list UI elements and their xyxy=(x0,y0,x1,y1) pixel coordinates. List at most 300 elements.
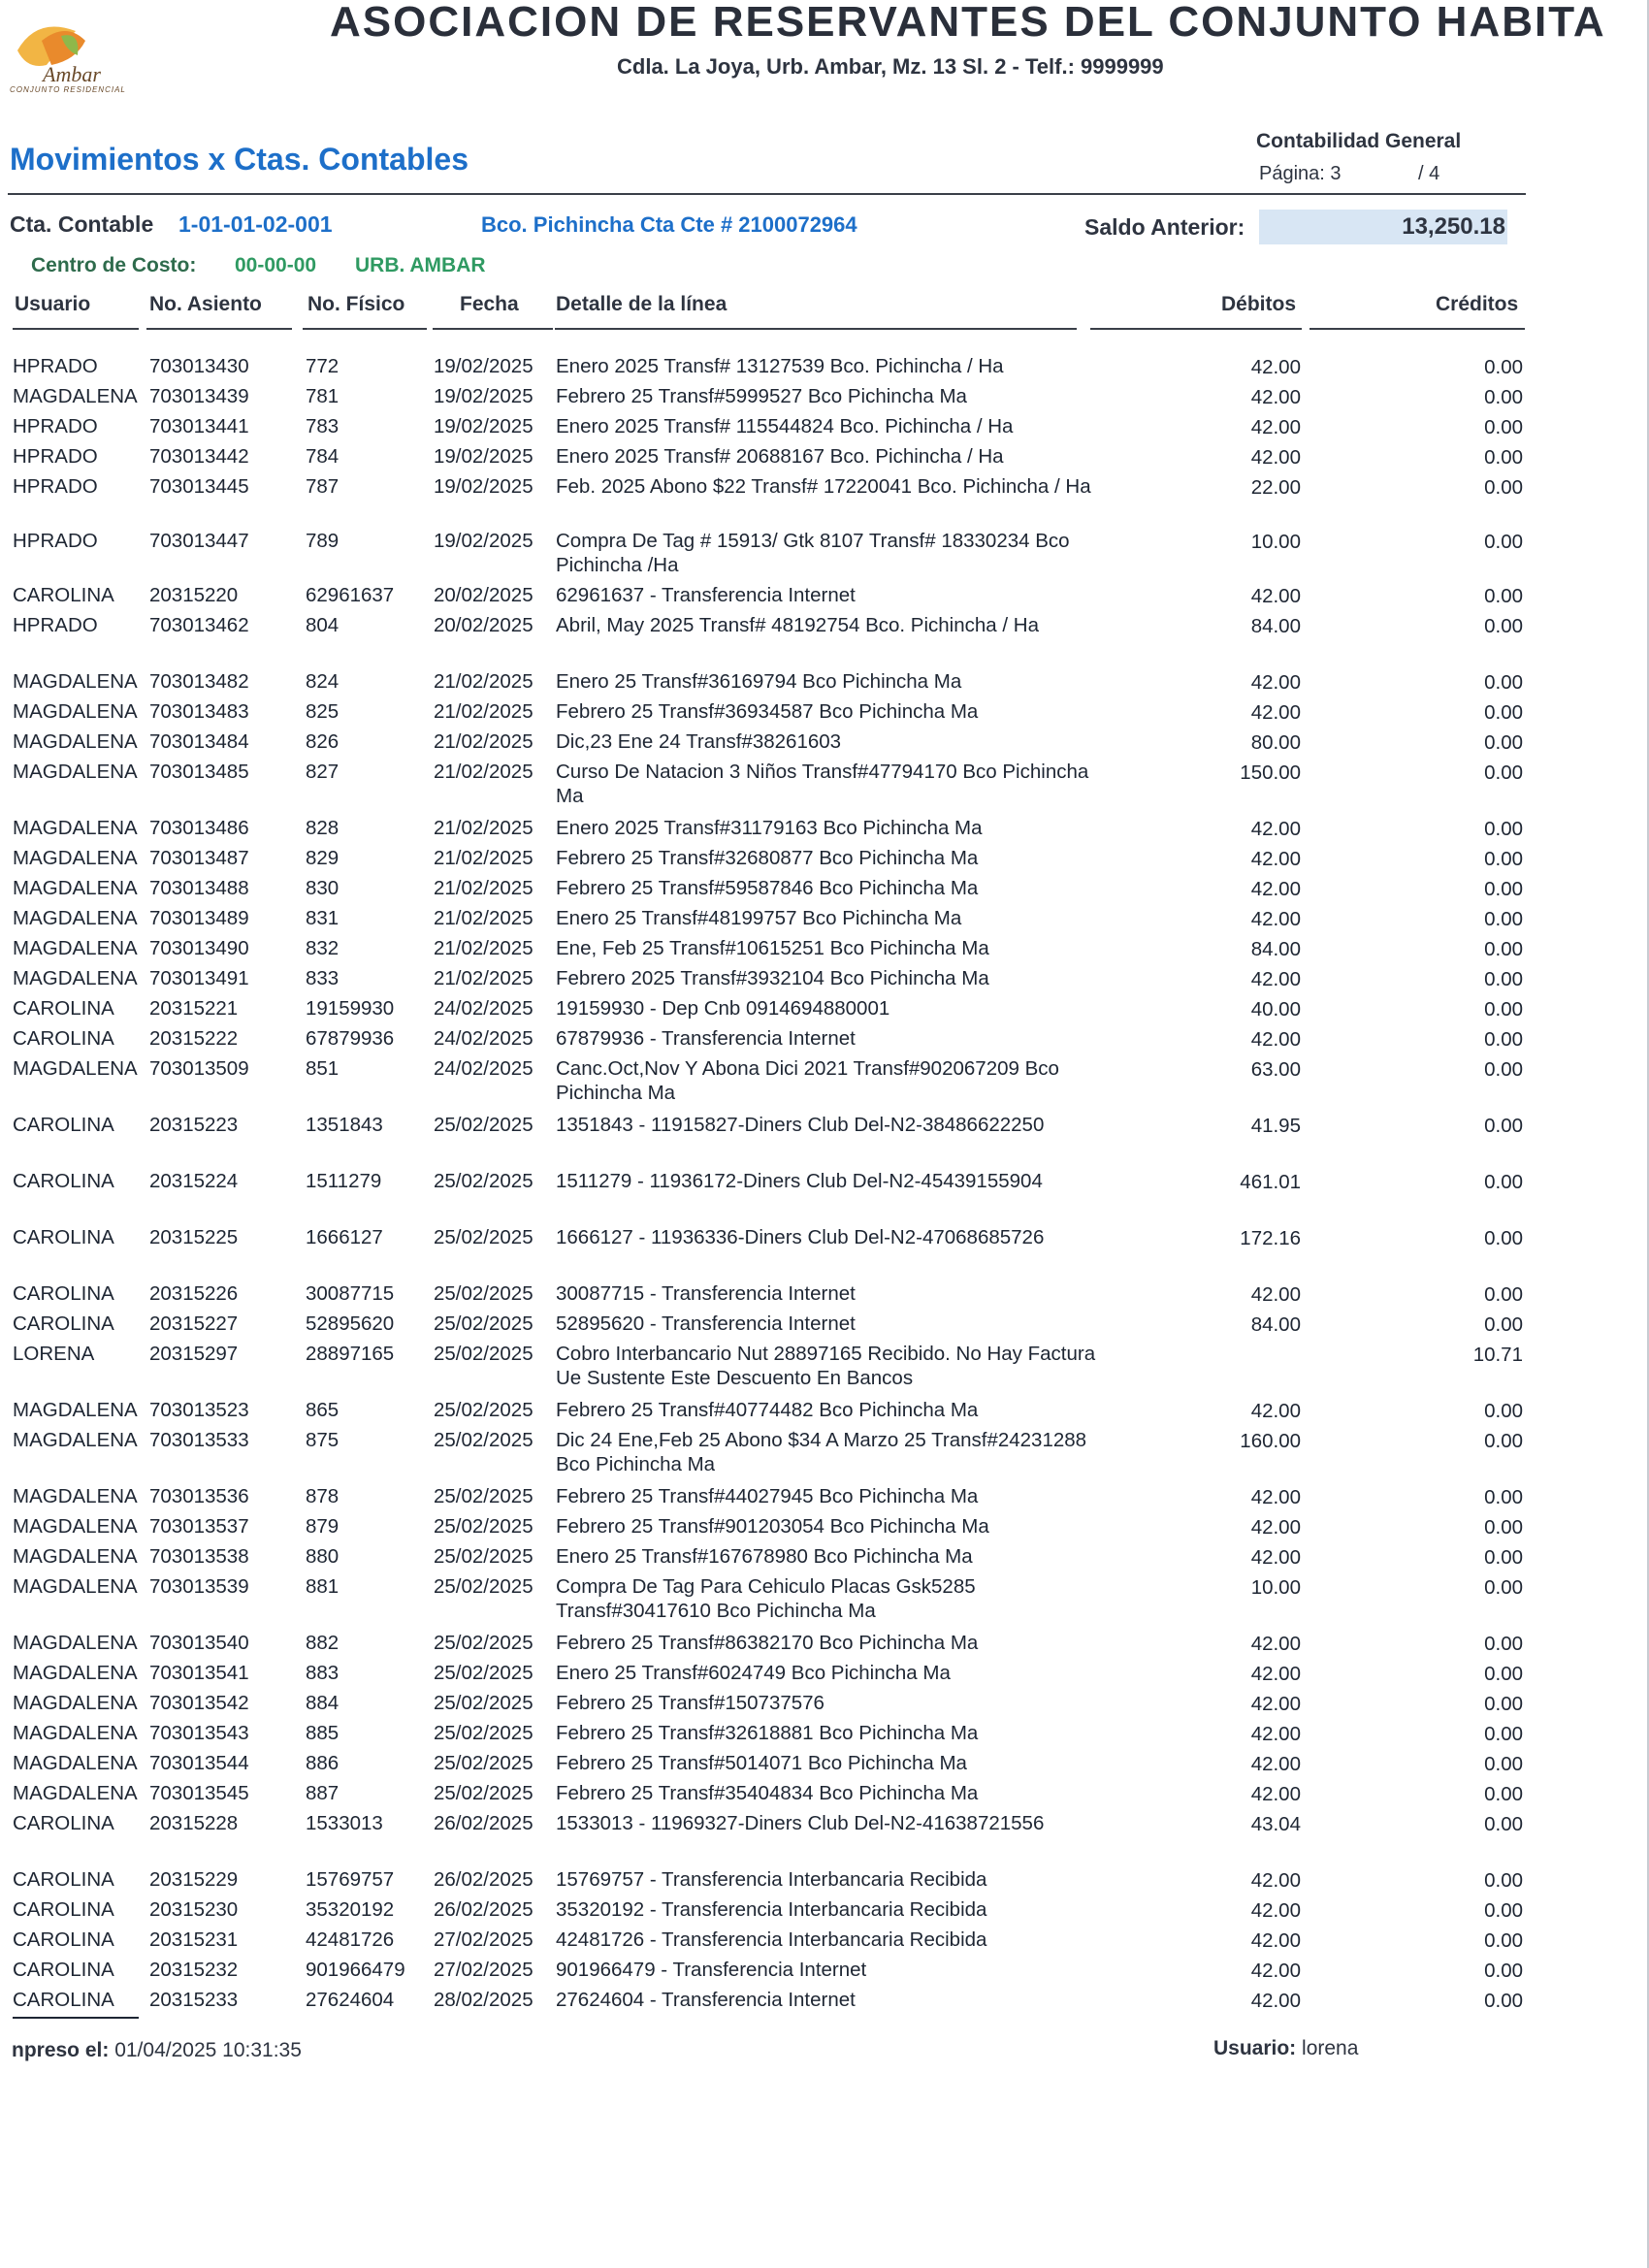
cell-fisico: 42481726 xyxy=(306,1928,395,1951)
cell-credito: 0.00 xyxy=(1484,761,1523,784)
cell-detalle: 1351843 - 11915827-Diners Club Del-N2-38486622250 xyxy=(556,1114,1045,1136)
cell-fisico: 830 xyxy=(306,877,340,899)
cell-usuario: CAROLINA xyxy=(13,1898,114,1921)
cell-usuario: HPRADO xyxy=(13,445,98,468)
cell-debito: 42.00 xyxy=(1250,1546,1301,1569)
cell-usuario: MAGDALENA xyxy=(13,1752,138,1774)
cell-fisico: 882 xyxy=(306,1632,340,1654)
cell-fecha: 27/02/2025 xyxy=(434,1959,534,1981)
cell-asiento: 703013447 xyxy=(149,530,249,552)
cell-detalle: 30087715 - Transferencia Internet xyxy=(556,1282,856,1305)
col-header-creditos: Créditos xyxy=(1436,293,1519,315)
cell-debito: 84.00 xyxy=(1250,938,1301,960)
cell-credito: 0.00 xyxy=(1484,615,1523,637)
cell-asiento: 703013543 xyxy=(149,1722,249,1744)
cell-fecha: 21/02/2025 xyxy=(434,847,534,869)
col-header-asiento: No. Asiento xyxy=(149,293,262,315)
cell-credito: 0.00 xyxy=(1484,878,1523,900)
cell-usuario: MAGDALENA xyxy=(13,1545,138,1568)
cell-asiento: 703013442 xyxy=(149,445,249,468)
cell-asiento: 703013462 xyxy=(149,614,249,636)
cell-fisico: 62961637 xyxy=(306,584,395,606)
cell-debito: 42.00 xyxy=(1250,1753,1301,1775)
cell-debito: 42.00 xyxy=(1250,1783,1301,1805)
cell-debito: 42.00 xyxy=(1250,701,1301,724)
cell-fisico: 878 xyxy=(306,1485,340,1507)
cell-usuario: MAGDALENA xyxy=(13,1632,138,1654)
cell-credito: 0.00 xyxy=(1484,1723,1523,1745)
cell-debito: 42.00 xyxy=(1250,878,1301,900)
cell-fisico: 832 xyxy=(306,937,340,959)
cell-debito: 22.00 xyxy=(1250,476,1301,499)
cell-usuario: MAGDALENA xyxy=(13,847,138,869)
cell-fecha: 25/02/2025 xyxy=(434,1170,534,1192)
cell-usuario: MAGDALENA xyxy=(13,1575,138,1598)
cell-fisico: 804 xyxy=(306,614,340,636)
cell-detalle: Febrero 25 Transf#40774482 Bco Pichincha Ma xyxy=(556,1399,979,1421)
cell-fecha: 25/02/2025 xyxy=(434,1632,534,1654)
cell-asiento: 20315224 xyxy=(149,1170,239,1192)
cell-fisico: 35320192 xyxy=(306,1898,395,1921)
cell-asiento: 703013539 xyxy=(149,1575,249,1598)
cell-fecha: 21/02/2025 xyxy=(434,670,534,693)
cell-usuario: MAGDALENA xyxy=(13,1662,138,1684)
cell-fecha: 21/02/2025 xyxy=(434,700,534,723)
account-label: Cta. Contable xyxy=(10,211,154,237)
cell-debito: 84.00 xyxy=(1250,615,1301,637)
cell-detalle: Febrero 25 Transf#59587846 Bco Pichincha Ma xyxy=(556,877,979,899)
organization-name: ASOCIACION DE RESERVANTES DEL CONJUNTO HABITA xyxy=(330,0,1606,46)
cell-debito: 172.16 xyxy=(1240,1227,1301,1249)
cell-debito: 42.00 xyxy=(1250,1990,1301,2012)
cell-detalle: 62961637 - Transferencia Internet xyxy=(556,584,856,606)
printed-on-label: npreso el: xyxy=(12,2039,110,2061)
cell-detalle: 42481726 - Transferencia Interbancaria Recibida xyxy=(556,1928,987,1951)
cell-fisico: 789 xyxy=(306,530,340,552)
cell-credito: 0.00 xyxy=(1484,1227,1523,1249)
cell-detalle: Febrero 25 Transf#86382170 Bco Pichincha Ma xyxy=(556,1632,979,1654)
cell-debito: 42.00 xyxy=(1250,1960,1301,1982)
cell-credito: 0.00 xyxy=(1484,848,1523,870)
cell-fisico: 885 xyxy=(306,1722,340,1744)
cell-credito: 0.00 xyxy=(1484,1171,1523,1193)
cell-credito: 0.00 xyxy=(1484,1028,1523,1051)
cell-detalle: Enero 2025 Transf# 20688167 Bco. Pichincha / Ha xyxy=(556,445,1004,468)
cell-asiento: 703013483 xyxy=(149,700,249,723)
cell-fecha: 25/02/2025 xyxy=(434,1114,534,1136)
cell-detalle: Enero 25 Transf#6024749 Bco Pichincha Ma xyxy=(556,1662,951,1684)
cell-fisico: 826 xyxy=(306,730,340,753)
cell-credito: 0.00 xyxy=(1484,1115,1523,1137)
col-header-fecha: Fecha xyxy=(460,293,519,315)
cell-credito: 0.00 xyxy=(1484,968,1523,990)
cell-fecha: 25/02/2025 xyxy=(434,1752,534,1774)
cell-credito: 0.00 xyxy=(1484,1058,1523,1081)
cell-credito: 0.00 xyxy=(1484,1929,1523,1952)
cell-usuario: CAROLINA xyxy=(13,1170,114,1192)
cell-fisico: 833 xyxy=(306,967,340,989)
cell-detalle: Febrero 25 Transf#36934587 Bco Pichincha Ma xyxy=(556,700,979,723)
cell-detalle: Dic,23 Ene 24 Transf#38261603 xyxy=(556,730,842,753)
cell-asiento: 20315232 xyxy=(149,1959,239,1981)
cell-asiento: 703013523 xyxy=(149,1399,249,1421)
cell-asiento: 703013537 xyxy=(149,1515,249,1538)
cell-debito: 42.00 xyxy=(1250,1723,1301,1745)
cell-detalle: Febrero 25 Transf#32618881 Bco Pichincha Ma xyxy=(556,1722,979,1744)
cell-usuario: MAGDALENA xyxy=(13,761,138,783)
logo-subtitle: CONJUNTO RESIDENCIAL xyxy=(10,85,126,94)
cell-fisico: 887 xyxy=(306,1782,340,1804)
cell-debito: 42.00 xyxy=(1250,356,1301,378)
cell-debito: 160.00 xyxy=(1240,1430,1301,1452)
cell-fecha: 27/02/2025 xyxy=(434,1928,534,1951)
cell-fecha: 24/02/2025 xyxy=(434,1057,534,1080)
cell-debito: 42.00 xyxy=(1250,908,1301,930)
cell-asiento: 703013485 xyxy=(149,761,249,783)
report-title: Movimientos x Ctas. Contables xyxy=(10,142,469,177)
cell-asiento: 703013491 xyxy=(149,967,249,989)
cell-debito: 42.00 xyxy=(1250,1869,1301,1892)
cell-debito: 42.00 xyxy=(1250,1283,1301,1306)
cell-fisico: 27624604 xyxy=(306,1989,395,2011)
cell-detalle: Febrero 25 Transf#32680877 Bco Pichincha Ma xyxy=(556,847,979,869)
cell-credito: 0.00 xyxy=(1484,908,1523,930)
cell-usuario: HPRADO xyxy=(13,530,98,552)
cell-detalle: 67879936 - Transferencia Internet xyxy=(556,1027,856,1050)
cell-credito: 0.00 xyxy=(1484,1283,1523,1306)
cell-credito: 0.00 xyxy=(1484,938,1523,960)
cell-credito: 0.00 xyxy=(1484,1663,1523,1685)
cell-debito: 84.00 xyxy=(1250,1313,1301,1336)
cell-detalle: Enero 2025 Transf# 13127539 Bco. Pichincha / Ha xyxy=(556,355,1004,377)
cell-usuario: MAGDALENA xyxy=(13,700,138,723)
cell-fisico: 883 xyxy=(306,1662,340,1684)
cell-detalle: Febrero 25 Transf#35404834 Bco Pichincha Ma xyxy=(556,1782,979,1804)
cell-credito: 0.00 xyxy=(1484,1783,1523,1805)
cell-usuario: MAGDALENA xyxy=(13,670,138,693)
cost-center-code: 00-00-00 xyxy=(235,254,317,276)
cell-asiento: 20315222 xyxy=(149,1027,239,1050)
cell-credito: 0.00 xyxy=(1484,585,1523,607)
cell-credito: 0.00 xyxy=(1484,1486,1523,1508)
cell-detalle: Feb. 2025 Abono $22 Transf# 17220041 Bco. Pichincha / Ha xyxy=(556,475,1091,498)
cell-fisico: 884 xyxy=(306,1692,340,1714)
cell-credito: 0.00 xyxy=(1484,1899,1523,1922)
cell-fecha: 24/02/2025 xyxy=(434,1027,534,1050)
cell-usuario: HPRADO xyxy=(13,415,98,437)
cell-detalle: Compra De Tag # 15913/ Gtk 8107 Transf# 18330234 Bco Pichincha /Ha xyxy=(556,530,1070,576)
cell-detalle: Compra De Tag Para Cehiculo Placas Gsk5285 Transf#30417610 Bco Pichincha Ma xyxy=(556,1575,976,1622)
cell-fisico: 851 xyxy=(306,1057,340,1080)
cell-fisico: 831 xyxy=(306,907,340,929)
cell-credito: 0.00 xyxy=(1484,356,1523,378)
cell-usuario: MAGDALENA xyxy=(13,385,138,407)
cell-asiento: 703013541 xyxy=(149,1662,249,1684)
cell-credito: 0.00 xyxy=(1484,1869,1523,1892)
cell-debito: 40.00 xyxy=(1250,998,1301,1021)
cell-usuario: MAGDALENA xyxy=(13,1782,138,1804)
cell-credito: 0.00 xyxy=(1484,1546,1523,1569)
cell-debito: 10.00 xyxy=(1250,1576,1301,1599)
cell-asiento: 20315223 xyxy=(149,1114,239,1136)
cell-debito: 42.00 xyxy=(1250,1633,1301,1655)
cell-fecha: 25/02/2025 xyxy=(434,1399,534,1421)
cell-fecha: 25/02/2025 xyxy=(434,1662,534,1684)
cell-fecha: 25/02/2025 xyxy=(434,1692,534,1714)
cell-fisico: 15769757 xyxy=(306,1868,395,1891)
cell-fecha: 25/02/2025 xyxy=(434,1226,534,1248)
printed-on-value: 01/04/2025 10:31:35 xyxy=(114,2039,302,2061)
cell-asiento: 703013542 xyxy=(149,1692,249,1714)
cell-debito: 10.00 xyxy=(1250,531,1301,553)
cell-asiento: 20315221 xyxy=(149,997,239,1020)
cell-fecha: 25/02/2025 xyxy=(434,1282,534,1305)
col-header-usuario: Usuario xyxy=(15,293,91,315)
cost-center-name: URB. AMBAR xyxy=(355,254,486,276)
cell-detalle: 15769757 - Transferencia Interbancaria Recibida xyxy=(556,1868,987,1891)
cell-fisico: 1351843 xyxy=(306,1114,383,1136)
cell-asiento: 703013538 xyxy=(149,1545,249,1568)
cell-fisico: 881 xyxy=(306,1575,340,1598)
cell-fecha: 19/02/2025 xyxy=(434,530,534,552)
cell-asiento: 20315227 xyxy=(149,1312,239,1335)
cell-asiento: 20315230 xyxy=(149,1898,239,1921)
cell-fecha: 19/02/2025 xyxy=(434,475,534,498)
cell-credito: 0.00 xyxy=(1484,731,1523,754)
cell-debito: 42.00 xyxy=(1250,446,1301,469)
cell-fecha: 25/02/2025 xyxy=(434,1312,534,1335)
cell-debito: 42.00 xyxy=(1250,386,1301,408)
cell-asiento: 703013441 xyxy=(149,415,249,437)
cell-asiento: 703013490 xyxy=(149,937,249,959)
cell-fisico: 52895620 xyxy=(306,1312,395,1335)
cell-usuario: CAROLINA xyxy=(13,1114,114,1136)
balance-value: 13,250.18 xyxy=(1402,213,1505,240)
cell-fecha: 19/02/2025 xyxy=(434,445,534,468)
cell-debito: 42.00 xyxy=(1250,1516,1301,1539)
cell-credito: 0.00 xyxy=(1484,818,1523,840)
organization-address: Cdla. La Joya, Urb. Ambar, Mz. 13 Sl. 2 - Telf.: 9999999 xyxy=(617,54,1164,79)
cell-fecha: 28/02/2025 xyxy=(434,1989,534,2011)
cell-usuario: MAGDALENA xyxy=(13,1057,138,1080)
cell-detalle: 19159930 - Dep Cnb 0914694880001 xyxy=(556,997,890,1020)
cell-credito: 0.00 xyxy=(1484,1753,1523,1775)
cell-detalle: Enero 25 Transf#36169794 Bco Pichincha Ma xyxy=(556,670,962,693)
cell-debito: 42.00 xyxy=(1250,848,1301,870)
cell-fisico: 1511279 xyxy=(306,1170,382,1192)
cell-debito: 41.95 xyxy=(1250,1115,1301,1137)
cell-credito: 0.00 xyxy=(1484,1313,1523,1336)
cell-debito: 42.00 xyxy=(1250,671,1301,694)
cell-fecha: 26/02/2025 xyxy=(434,1868,534,1891)
col-header-debitos: Débitos xyxy=(1221,293,1297,315)
cell-fisico: 886 xyxy=(306,1752,340,1774)
cell-detalle: Abril, May 2025 Transf# 48192754 Bco. Pichincha / Ha xyxy=(556,614,1039,636)
cell-fisico: 875 xyxy=(306,1429,340,1451)
cell-usuario: MAGDALENA xyxy=(13,1429,138,1451)
page-number: Página: 3 xyxy=(1259,163,1342,184)
cell-fecha: 25/02/2025 xyxy=(434,1782,534,1804)
cell-fisico: 781 xyxy=(306,385,340,407)
cell-fisico: 1533013 xyxy=(306,1812,383,1834)
cell-usuario: MAGDALENA xyxy=(13,730,138,753)
cell-credito: 0.00 xyxy=(1484,476,1523,499)
cell-fisico: 824 xyxy=(306,670,340,693)
cell-detalle: Febrero 25 Transf#150737576 xyxy=(556,1692,824,1714)
printed-by-value: lorena xyxy=(1302,2037,1359,2059)
cell-fisico: 784 xyxy=(306,445,340,468)
cell-credito: 0.00 xyxy=(1484,671,1523,694)
cell-debito: 63.00 xyxy=(1250,1058,1301,1081)
cell-asiento: 703013545 xyxy=(149,1782,249,1804)
cell-fisico: 829 xyxy=(306,847,340,869)
logo-text: Ambar xyxy=(43,62,101,86)
cell-asiento: 703013540 xyxy=(149,1632,249,1654)
cell-detalle: Enero 2025 Transf# 115544824 Bco. Pichincha / Ha xyxy=(556,415,1014,437)
cell-fecha: 21/02/2025 xyxy=(434,730,534,753)
cell-usuario: CAROLINA xyxy=(13,1989,114,2011)
cell-asiento: 703013544 xyxy=(149,1752,249,1774)
cell-usuario: CAROLINA xyxy=(13,1928,114,1951)
cell-detalle: Curso De Natacion 3 Niños Transf#47794170 Bco Pichincha Ma xyxy=(556,761,1089,807)
cell-debito: 43.04 xyxy=(1250,1813,1301,1835)
cell-fisico: 880 xyxy=(306,1545,340,1568)
cell-detalle: Febrero 25 Transf#901203054 Bco Pichincha Ma xyxy=(556,1515,989,1538)
cell-fisico: 865 xyxy=(306,1399,340,1421)
cell-fecha: 21/02/2025 xyxy=(434,761,534,783)
cell-credito: 0.00 xyxy=(1484,1576,1523,1599)
cell-asiento: 703013484 xyxy=(149,730,249,753)
cell-credito: 0.00 xyxy=(1484,386,1523,408)
cell-credito: 0.00 xyxy=(1484,1633,1523,1655)
cell-fisico: 828 xyxy=(306,817,340,839)
cell-usuario: HPRADO xyxy=(13,355,98,377)
cell-asiento: 703013445 xyxy=(149,475,249,498)
cell-fecha: 26/02/2025 xyxy=(434,1812,534,1834)
cell-asiento: 703013430 xyxy=(149,355,249,377)
cell-fecha: 25/02/2025 xyxy=(434,1722,534,1744)
cell-fecha: 21/02/2025 xyxy=(434,937,534,959)
printed-by xyxy=(1213,2037,1358,2060)
cell-credito: 0.00 xyxy=(1484,416,1523,438)
cell-asiento: 703013533 xyxy=(149,1429,249,1451)
cell-usuario: HPRADO xyxy=(13,614,98,636)
cell-fecha: 21/02/2025 xyxy=(434,967,534,989)
cell-usuario: MAGDALENA xyxy=(13,1399,138,1421)
cell-debito: 42.00 xyxy=(1250,968,1301,990)
cell-detalle: Febrero 25 Transf#5014071 Bco Pichincha Ma xyxy=(556,1752,967,1774)
cell-usuario: CAROLINA xyxy=(13,584,114,606)
cell-debito: 42.00 xyxy=(1250,1028,1301,1051)
cell-debito: 42.00 xyxy=(1250,1929,1301,1952)
cell-debito: 150.00 xyxy=(1240,761,1301,784)
cell-debito: 42.00 xyxy=(1250,585,1301,607)
cell-credito: 0.00 xyxy=(1484,1990,1523,2012)
cell-detalle: Canc.Oct,Nov Y Abona Dici 2021 Transf#902067209 Bco Pichincha Ma xyxy=(556,1057,1059,1104)
cell-detalle: 1666127 - 11936336-Diners Club Del-N2-47068685726 xyxy=(556,1226,1045,1248)
cell-fecha: 25/02/2025 xyxy=(434,1515,534,1538)
cell-usuario: MAGDALENA xyxy=(13,877,138,899)
account-name: Bco. Pichincha Cta Cte # 2100072964 xyxy=(481,212,857,237)
cell-credito: 0.00 xyxy=(1484,531,1523,553)
cell-asiento: 20315220 xyxy=(149,584,239,606)
cell-usuario: CAROLINA xyxy=(13,1282,114,1305)
cell-detalle: Enero 25 Transf#48199757 Bco Pichincha Ma xyxy=(556,907,962,929)
col-header-fisico: No. Físico xyxy=(307,293,405,315)
cell-usuario: CAROLINA xyxy=(13,1027,114,1050)
cell-usuario: CAROLINA xyxy=(13,1312,114,1335)
cell-fecha: 21/02/2025 xyxy=(434,877,534,899)
cell-usuario: CAROLINA xyxy=(13,1959,114,1981)
cell-usuario: CAROLINA xyxy=(13,1868,114,1891)
cell-asiento: 703013489 xyxy=(149,907,249,929)
cell-fisico: 30087715 xyxy=(306,1282,395,1305)
cell-fecha: 20/02/2025 xyxy=(434,614,534,636)
col-header-detalle: Detalle de la línea xyxy=(556,293,728,315)
cell-fecha: 25/02/2025 xyxy=(434,1485,534,1507)
cell-asiento: 20315231 xyxy=(149,1928,239,1951)
cell-credito: 0.00 xyxy=(1484,701,1523,724)
cell-debito: 42.00 xyxy=(1250,1899,1301,1922)
cell-credito: 0.00 xyxy=(1484,1516,1523,1539)
cell-usuario: MAGDALENA xyxy=(13,1692,138,1714)
cell-usuario: MAGDALENA xyxy=(13,967,138,989)
cell-credito: 0.00 xyxy=(1484,998,1523,1021)
cell-fisico: 772 xyxy=(306,355,340,377)
cell-fisico: 825 xyxy=(306,700,340,723)
cell-usuario: MAGDALENA xyxy=(13,1485,138,1507)
cell-asiento: 20315228 xyxy=(149,1812,239,1834)
cell-credito: 0.00 xyxy=(1484,1960,1523,1982)
cell-usuario: LORENA xyxy=(13,1343,95,1365)
cell-fisico: 827 xyxy=(306,761,340,783)
balance-label: Saldo Anterior: xyxy=(1084,214,1245,240)
cell-asiento: 20315226 xyxy=(149,1282,239,1305)
cell-debito: 461.01 xyxy=(1240,1171,1301,1193)
cell-detalle: Enero 2025 Transf#31179163 Bco Pichincha Ma xyxy=(556,817,983,839)
cell-fisico: 19159930 xyxy=(306,997,395,1020)
cell-asiento: 703013486 xyxy=(149,817,249,839)
cell-usuario: MAGDALENA xyxy=(13,817,138,839)
cell-detalle: Febrero 2025 Transf#3932104 Bco Pichincha Ma xyxy=(556,967,989,989)
cell-credito: 0.00 xyxy=(1484,1400,1523,1422)
cell-credito: 0.00 xyxy=(1484,1813,1523,1835)
cell-debito: 42.00 xyxy=(1250,1663,1301,1685)
cell-fecha: 25/02/2025 xyxy=(434,1343,534,1365)
cell-detalle: 901966479 - Transferencia Internet xyxy=(556,1959,867,1981)
printed-by-label: Usuario: xyxy=(1213,2037,1297,2059)
cell-detalle: Cobro Interbancario Nut 28897165 Recibido. No Hay Factura Ue Sustente Este Descuento En Bancos xyxy=(556,1343,1096,1389)
printed-on xyxy=(12,2039,302,2062)
cell-detalle: Enero 25 Transf#167678980 Bco Pichincha Ma xyxy=(556,1545,973,1568)
cell-credito: 0.00 xyxy=(1484,1693,1523,1715)
cell-fecha: 19/02/2025 xyxy=(434,385,534,407)
cell-debito: 42.00 xyxy=(1250,818,1301,840)
cell-fecha: 25/02/2025 xyxy=(434,1545,534,1568)
cell-fisico: 1666127 xyxy=(306,1226,383,1248)
department-label: Contabilidad General xyxy=(1256,130,1462,152)
cell-fisico: 879 xyxy=(306,1515,340,1538)
cell-asiento: 703013488 xyxy=(149,877,249,899)
cell-detalle: Dic 24 Ene,Feb 25 Abono $34 A Marzo 25 Transf#24231288 Bco Pichincha Ma xyxy=(556,1429,1087,1475)
cell-credito: 10.71 xyxy=(1472,1344,1523,1366)
cell-credito: 0.00 xyxy=(1484,446,1523,469)
cell-usuario: CAROLINA xyxy=(13,997,114,1020)
cell-usuario: CAROLINA xyxy=(13,1812,114,1834)
cell-detalle: Febrero 25 Transf#5999527 Bco Pichincha Ma xyxy=(556,385,967,407)
cell-detalle: 1533013 - 11969327-Diners Club Del-N2-41638721556 xyxy=(556,1812,1045,1834)
cell-fisico: 787 xyxy=(306,475,340,498)
